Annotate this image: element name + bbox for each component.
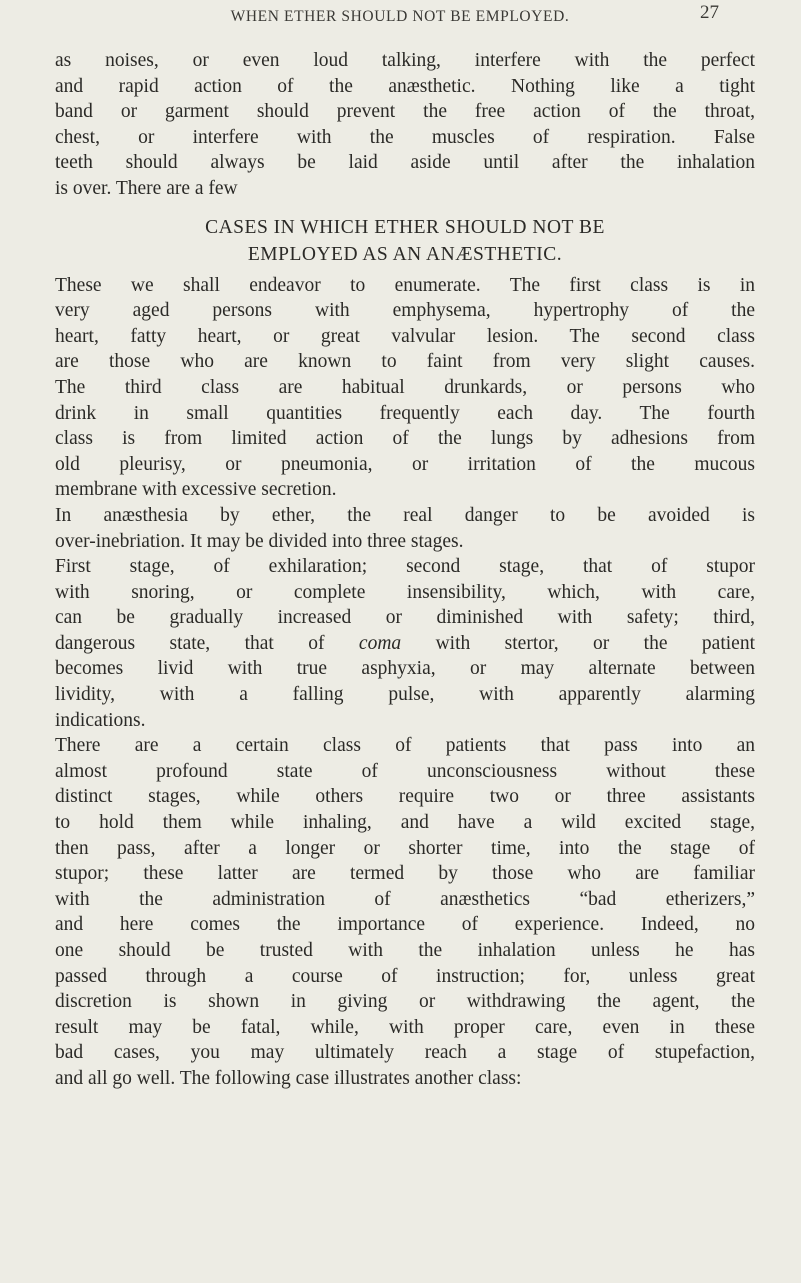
- heading-line: EMPLOYED AS AN ANÆSTHETIC.: [247, 243, 563, 265]
- text-line: and here comes the importance of experience. Indeed, no: [55, 914, 755, 936]
- text-line: passed through a course of instruction; for, unless great: [55, 965, 755, 987]
- text-line: becomes livid with true asphyxia, or may alternate between: [55, 658, 755, 680]
- text-line: teeth should always be laid aside until after the inhalation: [55, 152, 755, 174]
- text-line-with-italic: [55, 631, 755, 657]
- heading-line: CASES IN WHICH ETHER SHOULD NOT BE: [205, 216, 605, 238]
- text-run: dangerous state, that of: [55, 632, 359, 654]
- text-line: to hold them while inhaling, and have a wild excited stage,: [55, 812, 755, 834]
- text-line: and rapid action of the anæsthetic. Nothing like a tight: [55, 75, 755, 97]
- text-line: bad cases, you may ultimately reach a stage of stupefaction,: [55, 1042, 755, 1064]
- text-line: chest, or interfere with the muscles of respiration. False: [55, 126, 755, 148]
- italic-term: coma: [358, 632, 402, 654]
- text-line: are those who are known to faint from very slight causes.: [55, 351, 755, 373]
- text-line: indications.: [55, 709, 146, 731]
- text-run: with stertor, or the patient: [401, 632, 755, 654]
- text-line: class is from limited action of the lungs by adhesions from: [55, 428, 755, 450]
- text-line: over-inebriation. It may be divided into three stages.: [55, 530, 464, 552]
- text-line: distinct stages, while others require two or three assistants: [55, 786, 755, 808]
- text-line: one should be trusted with the inhalation unless he has: [55, 940, 755, 961]
- text-line: drink in small quantities frequently each day. The fourth: [55, 402, 755, 424]
- text-line: and all go well. The following case illustrates another class:: [55, 1067, 522, 1089]
- text-line: can be gradually increased or diminished with safety; third,: [55, 607, 755, 629]
- text-line: band or garment should prevent the free action of the throat,: [55, 101, 755, 123]
- text-line: There are a certain class of patients that pass into an: [55, 735, 755, 757]
- text-line: These we shall endeavor to enumerate. The first class is in: [55, 274, 755, 296]
- text-line: then pass, after a longer or shorter time, into the stage of: [55, 837, 755, 859]
- text-line: lividity, with a falling pulse, with apparently alarming: [55, 684, 755, 706]
- text-line: First stage, of exhilaration; second stage, that of stupor: [55, 556, 755, 578]
- text-line: with the administration of anæsthetics “bad etherizers,”: [55, 888, 755, 910]
- running-head: WHEN ETHER SHOULD NOT BE EMPLOYED.: [230, 8, 570, 25]
- text-line: almost profound state of unconsciousness without these: [55, 760, 755, 782]
- text-line: result may be fatal, while, with proper care, even in these: [55, 1016, 755, 1038]
- body-text: [55, 48, 755, 1092]
- text-line: In anæsthesia by ether, the real danger to be avoided is: [55, 504, 755, 526]
- text-line: membrane with excessive secretion.: [55, 479, 337, 501]
- text-line: The third class are habitual drunkards, or persons who: [55, 376, 755, 398]
- text-line: heart, fatty heart, or great valvular lesion. The second class: [55, 325, 755, 347]
- text-line: old pleurisy, or pneumonia, or irritation of the mucous: [55, 453, 755, 475]
- text-line: as noises, or even loud talking, interfere with the perfect: [55, 50, 755, 71]
- text-line: discretion is shown in giving or withdrawing the agent, the: [55, 991, 755, 1013]
- text-line: with snoring, or complete insensibility, which, with care,: [55, 581, 755, 603]
- section-heading: [55, 214, 755, 268]
- page-number: 27: [700, 2, 719, 23]
- text-line: stupor; these latter are termed by those who are familiar: [55, 863, 755, 885]
- text-line: very aged persons with emphysema, hypertrophy of the: [55, 300, 755, 322]
- text-line: is over. There are a few: [55, 177, 238, 199]
